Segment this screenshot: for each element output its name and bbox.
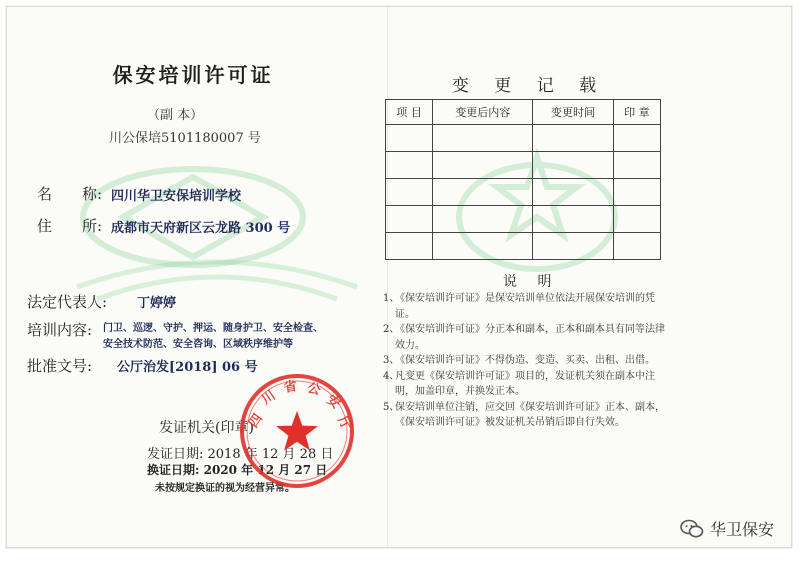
notes-list bbox=[383, 291, 673, 431]
watermark-band bbox=[67, 237, 367, 307]
table-cell bbox=[386, 233, 433, 260]
column-header: 变更时间 bbox=[533, 100, 613, 125]
table-cell bbox=[386, 206, 433, 233]
table-cell bbox=[433, 179, 533, 206]
training-content-value bbox=[103, 321, 373, 353]
table-cell bbox=[533, 206, 613, 233]
list-item: 2、 《保安培训许可证》分正本和副本，正本和副本具有同等法律效力。 bbox=[383, 324, 665, 351]
table-cell bbox=[533, 179, 613, 206]
svg-text:厅: 厅 bbox=[334, 413, 354, 433]
table-cell bbox=[386, 125, 433, 152]
table-header-row bbox=[386, 100, 661, 125]
table-row bbox=[386, 125, 661, 152]
list-item: 1、 《保安培训许可证》是保安培训单位依法开展保安培训的凭证。 bbox=[383, 293, 655, 320]
table-cell bbox=[433, 125, 533, 152]
name-value: 四川华卫安保培训学校 bbox=[111, 189, 242, 204]
name-label: 名 称: bbox=[37, 185, 103, 203]
table-cell bbox=[386, 152, 433, 179]
address-label: 住 所: bbox=[37, 217, 103, 235]
list-item: 3、 《保安培训许可证》不得伪造、变造、买卖、出租、出借。 bbox=[383, 355, 655, 366]
table-cell bbox=[386, 179, 433, 206]
svg-text:安: 安 bbox=[323, 392, 343, 413]
table-row bbox=[386, 206, 661, 233]
table-cell bbox=[433, 233, 533, 260]
renewal-note: 未按规定换证的视为经营异常。 bbox=[155, 483, 295, 494]
notes-title: 说 明 bbox=[503, 274, 560, 290]
svg-text:川: 川 bbox=[259, 388, 279, 409]
training-content-line-2: 安全技术防范、安全咨询、区域秩序维护等 bbox=[103, 339, 293, 350]
certificate-document bbox=[6, 6, 792, 548]
table-row bbox=[386, 179, 661, 206]
training-content-line-1: 门卫、巡逻、守护、押运、随身护卫、安全检查、 bbox=[103, 323, 323, 334]
table-cell bbox=[533, 125, 613, 152]
column-header: 变更后内容 bbox=[433, 100, 533, 125]
approval-doc-value: 公厅治发[2018] 06 号 bbox=[117, 360, 258, 375]
certificate-title: 保安培训许可证 bbox=[112, 63, 274, 87]
column-header: 印 章 bbox=[613, 100, 660, 125]
certificate-number: 川公保培5101180007 号 bbox=[109, 131, 261, 146]
table-cell bbox=[613, 179, 660, 206]
column-header: 项 目 bbox=[386, 100, 433, 125]
copy-label: （副 本） bbox=[147, 108, 204, 123]
svg-text:公: 公 bbox=[305, 380, 323, 399]
brand-name: 华卫保安 bbox=[709, 520, 774, 539]
list-item: 5、 保安培训单位注销，应交回《保安培训许可证》正本、副本，《保安培训许可证》被发证机关吊销后即自行失效。 bbox=[383, 401, 665, 428]
fold-line bbox=[387, 7, 388, 547]
change-record-table bbox=[385, 99, 661, 260]
address-value: 成都市天府新区云龙路 300 号 bbox=[111, 221, 291, 236]
brand-watermark bbox=[680, 517, 774, 540]
issue-date: 发证日期: 2018 年 12 月 28 日 bbox=[147, 447, 334, 462]
table-cell bbox=[533, 233, 613, 260]
svg-text:四: 四 bbox=[246, 411, 267, 431]
table-cell bbox=[433, 152, 533, 179]
table-cell bbox=[613, 152, 660, 179]
table-cell bbox=[533, 152, 613, 179]
official-seal bbox=[237, 371, 357, 491]
renewal-date: 换证日期: 2020 年 12 月 27 日 bbox=[147, 463, 328, 477]
change-record-title: 变 更 记 载 bbox=[451, 76, 607, 96]
table-cell bbox=[613, 206, 660, 233]
approval-doc-label: 批准文号: bbox=[27, 357, 93, 375]
issuer-label: 发证机关(印章) bbox=[159, 420, 254, 436]
wechat-icon bbox=[680, 519, 704, 539]
table-cell bbox=[613, 233, 660, 260]
svg-text:省: 省 bbox=[283, 379, 299, 396]
list-item: 4、 凡变更《保安培训许可证》项目的，发证机关须在副本中注明，加盖印章，并换发正本。 bbox=[383, 370, 655, 397]
legal-rep-label: 法定代表人: bbox=[27, 293, 108, 311]
training-content-label: 培训内容: bbox=[27, 321, 93, 339]
table-row bbox=[386, 152, 661, 179]
table-row bbox=[386, 233, 661, 260]
table-cell bbox=[613, 125, 660, 152]
legal-rep-value: 丁婷婷 bbox=[137, 296, 177, 311]
table-cell bbox=[433, 206, 533, 233]
